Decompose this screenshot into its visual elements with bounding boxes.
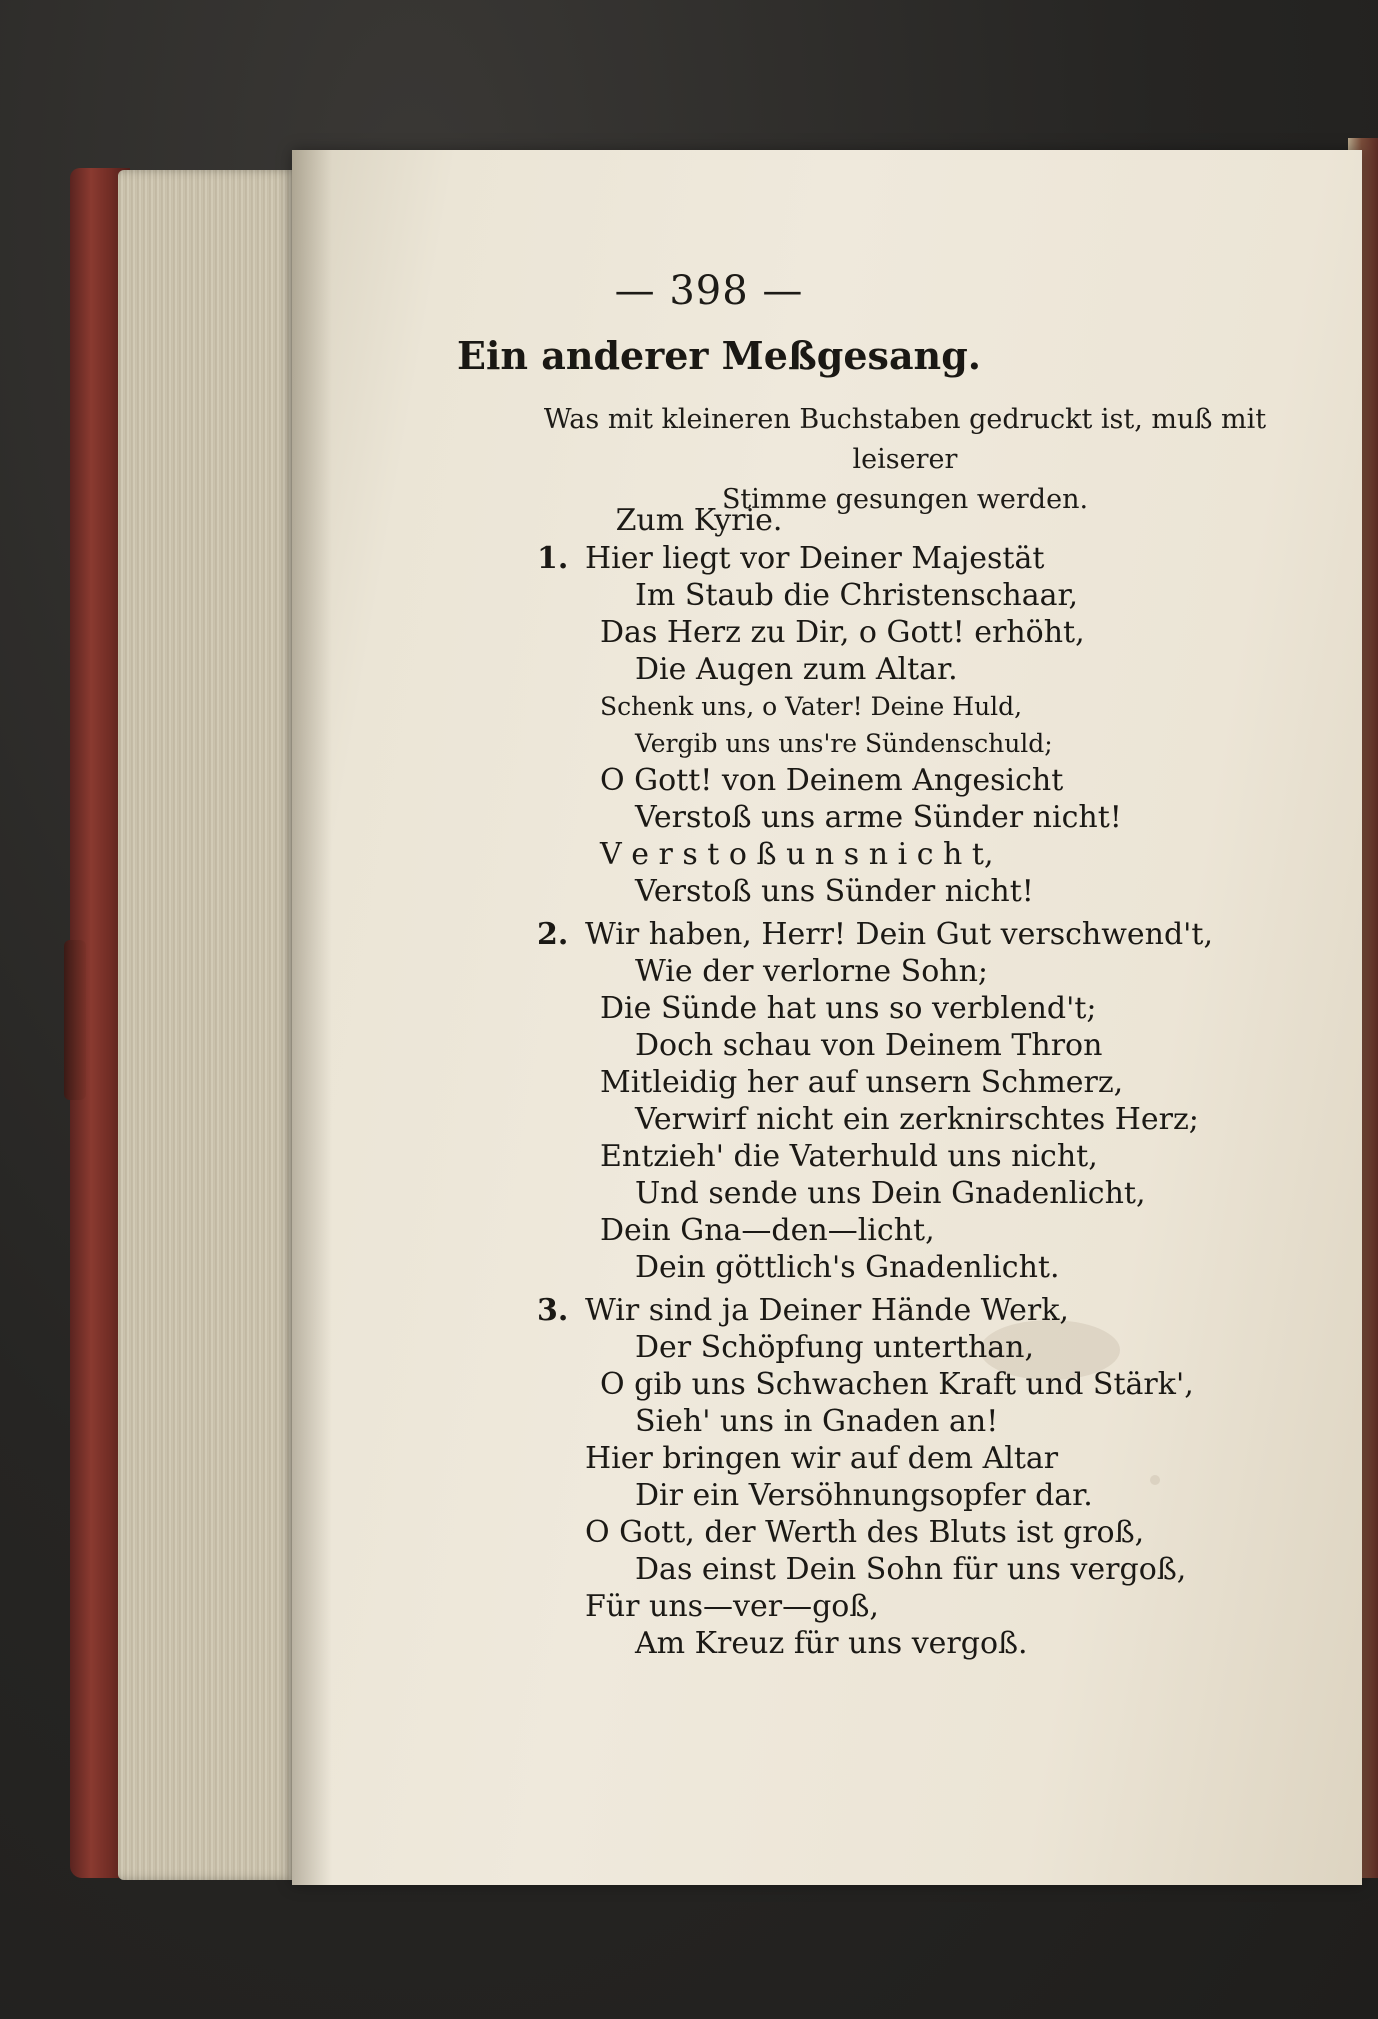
verse-line: Verwirf nicht ein zerknirschtes Herz; (635, 1102, 1199, 1137)
page-title: Ein anderer Meßgesang. (456, 333, 981, 378)
verse-text: Wir haben, Herr! Dein Gut verschwend't, (585, 917, 1214, 952)
verse-line: Am Kreuz für uns vergoß. (635, 1626, 1028, 1661)
verse-line-small: Schenk uns, o Vater! Deine Huld, (600, 692, 1023, 721)
verse-line: O Gott! von Deinem Angesicht (600, 763, 1064, 798)
verse-line: Die Augen zum Altar. (635, 652, 958, 687)
section-heading: Zum Kyrie. (615, 503, 783, 538)
verse-line (537, 540, 1335, 577)
verse-number: 2. (537, 917, 569, 952)
verse-line: Das einst Dein Sohn für uns vergoß, (635, 1552, 1187, 1587)
verse-line-small: Vergib uns uns're Sündenschuld; (635, 729, 1053, 758)
page-block-edges (118, 170, 298, 1880)
page-number: — 398 — (614, 268, 804, 314)
verse-text: Hier liegt vor Deiner Majestät (585, 541, 1045, 576)
subtitle-line-2: Stimme gesungen werden. (721, 484, 1089, 515)
verse-line: Der Schöpfung unterthan, (635, 1330, 1035, 1365)
verse-line: Und sende uns Dein Gnadenlicht, (635, 1176, 1146, 1211)
gutter-shadow (292, 150, 332, 1885)
verse-line: Hier bringen wir auf dem Altar (585, 1441, 1059, 1476)
verse-line: Dein göttlich's Gnadenlicht. (635, 1250, 1060, 1285)
verse-line: Das Herz zu Dir, o Gott! erhöht, (600, 615, 1085, 650)
verse-line: Entzieh' die Vaterhuld uns nicht, (600, 1139, 1098, 1174)
verse-line: Wie der verlorne Sohn; (635, 954, 989, 989)
verse-line: Mitleidig her auf unsern Schmerz, (600, 1065, 1124, 1100)
verse-line: Verstoß uns arme Sünder nicht! (635, 800, 1122, 835)
verse-line: V e r s t o ß u n s n i c h t, (600, 837, 994, 872)
verse-line (537, 916, 1335, 953)
book-clasp-tab (64, 940, 86, 1100)
verse-text: Wir sind ja Deiner Hände Werk, (585, 1293, 1069, 1328)
verse-number: 3. (537, 1293, 569, 1328)
verse-line: Für uns—ver—goß, (585, 1589, 879, 1624)
verse-line (537, 1292, 1335, 1329)
verse-line: O Gott, der Werth des Bluts ist groß, (585, 1515, 1145, 1550)
verse-line: Dir ein Versöhnungsopfer dar. (635, 1478, 1093, 1513)
verse-line: Doch schau von Deinem Thron (635, 1028, 1103, 1063)
subtitle-line-1: Was mit kleineren Buchstaben gedruckt ist, muß mit leiserer (543, 404, 1267, 475)
verses-container (537, 540, 1335, 1662)
verse-line: Sieh' uns in Gnaden an! (635, 1404, 999, 1439)
subtitle (505, 400, 1305, 520)
verse-line: O gib uns Schwachen Kraft und Stärk', (600, 1367, 1194, 1402)
verse-line: Dein Gna—den—licht, (600, 1213, 935, 1248)
verse-line: Die Sünde hat uns so verblend't; (600, 991, 1097, 1026)
verse-line: Verstoß uns Sünder nicht! (635, 874, 1034, 909)
verse-number: 1. (537, 541, 569, 576)
verse-line: Im Staub die Christenschaar, (635, 578, 1079, 613)
